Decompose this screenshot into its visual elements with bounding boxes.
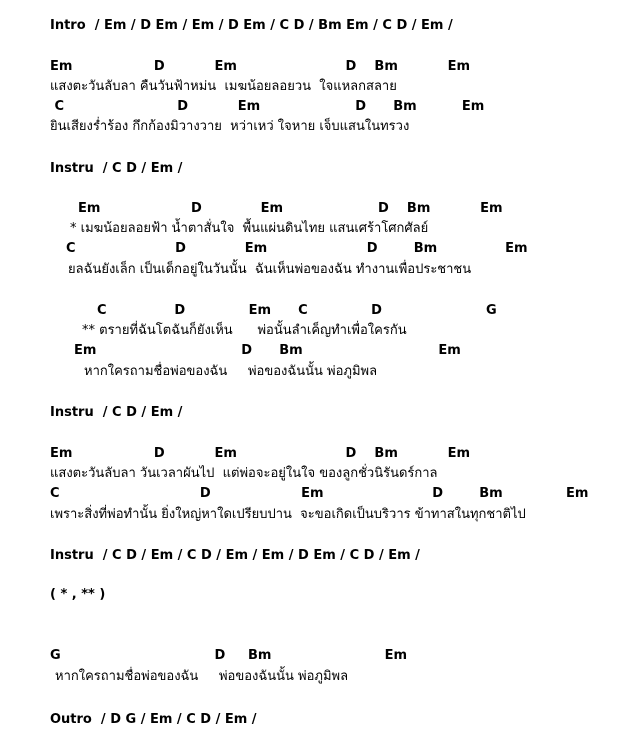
verse2-chords-2: C D Em D Bm Em bbox=[50, 486, 589, 501]
prechorus-lyric-2: หากใครถามชื่อพ่อของฉัน พ่อของฉันนั้น พ่อภูมิพล bbox=[84, 364, 378, 379]
ending-chords: G D Bm Em bbox=[50, 648, 407, 663]
ending-lyric: หากใครถามชื่อพ่อของฉัน พ่อของฉันนั้น พ่อภูมิพล bbox=[55, 669, 349, 684]
intro-line: Intro / Em / D Em / Em / D Em / C D / Bm Em / C D / Em / bbox=[50, 18, 453, 33]
verse1-chords-1: Em D Em D Bm Em bbox=[50, 59, 471, 74]
verse2-lyric-2: เพราะสิ่งที่พ่อทำนั้น ยิ่งใหญ่หาใดเปรียบปาน จะขอเกิดเป็นบริวาร ข้าทาสในทุกชาติไป bbox=[50, 507, 526, 522]
prechorus-chords-2: Em D Bm Em bbox=[74, 343, 461, 358]
verse1-chords-2: C D Em D Bm Em bbox=[50, 99, 485, 114]
repeat-marker: ( * , ** ) bbox=[50, 587, 106, 602]
verse2-chords-1: Em D Em D Bm Em bbox=[50, 446, 471, 461]
chorus-chords-1: Em D Em D Bm Em bbox=[78, 201, 503, 216]
instru-line-3: Instru / C D / Em / C D / Em / Em / D Em / C D / Em / bbox=[50, 548, 420, 563]
prechorus-lyric-1: ** ตรายที่ฉันโตฉันก็ยังเห็น พ่อนั้นลำเค็ญทำเพื่อใครกัน bbox=[82, 323, 407, 338]
chorus-lyric-2: ยลฉันยังเล็ก เป็นเด็กอยู่ในวันนั้น ฉันเห็นพ่อของฉัน ทำงานเพื่อประชาชน bbox=[68, 262, 472, 277]
prechorus-chords-1: C D Em C D G bbox=[97, 303, 497, 318]
instru-line-1: Instru / C D / Em / bbox=[50, 161, 183, 176]
outro-line: Outro / D G / Em / C D / Em / bbox=[50, 712, 257, 727]
chorus-chords-2: C D Em D Bm Em bbox=[66, 241, 528, 256]
chorus-lyric-1: * เมฆน้อยลอยฟ้า น้ำตาสั่นใจ พื้นแผ่นดินไทย แสนเศร้าโศกศัลย์ bbox=[70, 221, 429, 236]
instru-line-2: Instru / C D / Em / bbox=[50, 405, 183, 420]
verse2-lyric-1: แสงตะวันลับลา วันเวลาผันไป แต่พ่อจะอยู่ในใจ ของลูกชั่วนิรันดร์กาล bbox=[50, 466, 438, 481]
verse1-lyric-1: แสงตะวันลับลา คืนวันฟ้าหม่น เมฆน้อยลอยวน ใจแหลกสลาย bbox=[50, 79, 397, 94]
verse1-lyric-2: ยินเสียงร่ำร้อง กึกก้องมิวางวาย หว่าเหว่ ใจหาย เจ็บแสนในทรวง bbox=[50, 119, 410, 134]
